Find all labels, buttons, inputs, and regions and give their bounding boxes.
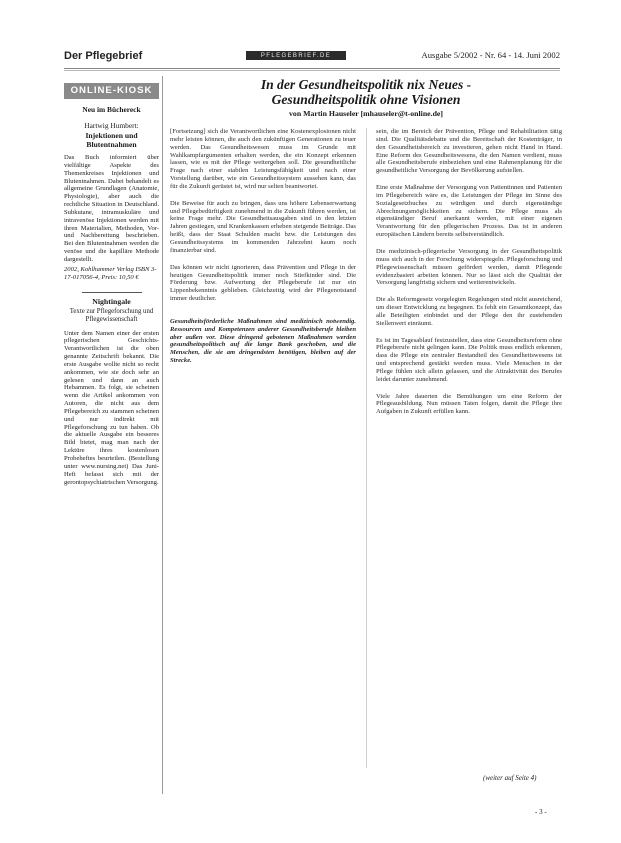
- headline-line-1: In der Gesundheitspolitik nix Neues -: [260, 77, 472, 92]
- col2-paragraph: Die medizinisch-pflegerische Versorgung in der Gesundheitspolitik muss sich auch in der Forschung widerspiegeln. Pflegeforschung und Pflegewissenschaft müssen gefördert werden, damit Pflegende evidenzbasiert arbeiten können. Nur so lässt sich die Qualität der Versorgung langfristig sichern und weiterentwickeln.: [376, 247, 562, 287]
- article-column-2: [376, 128, 562, 419]
- notice-text: Unter dem Namen einer der ersten pflegerischen Geschichts-Verantwortlichen ist die oben genannte Zeitschrift bekannt. Die erste Ausgabe wollte nicht so recht ankommen, wie sie doch sehr an gelesen und dann an auch Hebammen. Es folgt, sie scheinen wenn die Artikel ankommen von Autoren, die nicht aus dem Pflegebereich zu stammen scheinen und nur indirekt mit Pflegeforschung zu tun haben. Ob die aktuelle Ausgabe ein besseres Bild bietet, mag man nach der Lektüre ihres kostenlosen Probeheftes beurteilen. (Bestellung unter www.nursing.net) Das Juni-Heft befasst sich mit der gerontopsychiatrischen Versorgung.: [64, 329, 159, 486]
- book-publisher-info: 2002, Kohlhammer Verlag ISBN 3-17-017056-4, Preis: 10,50 €: [64, 265, 157, 281]
- logo-text: PFLEGEBRIEF.DE: [260, 52, 332, 59]
- magazine-logo: [246, 51, 346, 60]
- issue-info: Ausgabe 5/2002 - Nr. 64 - 14. Juni 2002: [421, 50, 560, 60]
- article-headline: [170, 77, 562, 107]
- headline-line-2: Gesundheitspolitik ohne Visionen: [271, 92, 461, 107]
- book-corner-kicker: Neu im Büchereck: [82, 105, 141, 114]
- col1-paragraph: Das können wir nicht ignorieren, dass Prävention und Pflege in der heutigen Gesundheitspolitik immer noch Stiefkinder sind. Die Förderung bzw. Aufwertung der Pflegeberufe ist nur ein Lippenbekenntnis geblieben. Gleichzeitig wird der Pflegenotstand immer deutlicher.: [170, 263, 356, 303]
- col2-paragraph: Eine erste Maßnahme der Versorgung von Patientinnen und Patienten im Pflegebereich wäre es, die Leistungen der Pflege im Sinne des Sozialgesetzbuches zu würdigen und durch eigenständige Abrechnungsmöglichkeiten zu sichern. Die Pflege muss als eigenständiger Beruf anerkannt werden, mit einer eigenen Verantwortung für den pflegerischen Prozess. Das ist in anderen europäischen Ländern bereits selbstverständlich.: [376, 184, 562, 239]
- article-column-1: [170, 128, 356, 368]
- notice-subtitle: Texte zur Pflegeforschung und Pflegewissenschaft: [69, 307, 154, 323]
- notice-title: Nightingale: [92, 296, 131, 306]
- column-divider: [366, 128, 367, 768]
- col1-paragraph: Die Beweise für auch zu bringen, dass uns höhere Lebenserwartung und Pflegebedürftigkeit zunehmend in die Zukunft führen werden, ist keine Frage mehr. Die Gesundheitsausgaben sind in den letzten Jahren gestiegen, und Krankenkassen erheben steigende Beiträge. Das heißt, dass der Staat Schulden macht bzw. die Leistungen des Gesundheitssystems im kommenden Jahrzehnt kaum noch finanzierbar sind.: [170, 199, 356, 254]
- book-author: Hartwig Humbert:: [84, 121, 139, 130]
- page-header: [64, 47, 560, 67]
- sidebar-divider-vertical: [162, 76, 163, 794]
- col2-paragraph: Es ist im Tagesablauf festzustellen, dass eine Gesundheitsreform ohne Pflegeberufe nicht gelingen kann. Die Politik muss endlich erkennen, dass die Pflege ein zentraler Bestandteil des Gesundheitswesens ist und entsprechend gestärkt werden muss. Viele Menschen in der Pflege fühlen sich allein gelassen, und die Attraktivität des Berufes leidet darunter zunehmend.: [376, 336, 562, 383]
- article-byline: von Martin Hauseler [mhauseler@t-online.de]: [289, 109, 443, 118]
- continued-note: (weiter auf Seite 4): [483, 774, 537, 782]
- sidebar-divider: [82, 292, 142, 293]
- book-title: Injektionen und Blutentnahmen: [85, 131, 138, 149]
- article-header: [170, 77, 562, 118]
- sidebar: [64, 75, 159, 795]
- magazine-name: Der Pflegebrief: [64, 50, 143, 62]
- col2-paragraph: Viele Jahre dauerten die Bemühungen um eine Reform der Pflegeausbildung. Nun müssen Taten folgen, damit die Pflege ihre Aufgaben in Zukunft erfüllen kann.: [376, 392, 562, 416]
- col1-paragraph: [Fortsetzung] sich die Verantwortlichen eine Kostenexplosionen nicht mehr leisten können, die auch den zukünftigen Generationen zu teuer werden. Das Gesundheitswesen muss im Grunde mit Wahlkampfargumenten erhalten werden, die ein Konzept erkennen lassen, wie es mit der Pflege weitergehen soll. Die gesundheitliche Frage nach einer stabilen Leistungsfähigkeit und nach einer Vorstellung darüber, wie ein Gesundheitssystem aussehen kann, das für die Zukunft gerüstet ist, wird nur selten beantwortet.: [170, 128, 356, 190]
- col2-paragraph: Die als Reformgesetz vorgelegten Regelungen sind nicht ausreichend, um dieser Entwicklung zu begegnen. Es fehlt ein Gesamtkonzept, das alle Beteiligten einbindet und der Pflege den ihr zustehenden Stellenwert einräumt.: [376, 296, 562, 327]
- col1-paragraph-emphasis: Gesundheitsförderliche Maßnahmen sind medizinisch notwendig. Ressourcen und Kompetenzen anderer Gesundheitsberufe bleiben aber außen vor. Diese dringend gebotenen Maßnahmen werden gesundheitspolitisch auf die lange Bank geschoben, und die Menschen, die sie am dringendsten benötigen, bleiben auf der Strecke.: [170, 317, 356, 365]
- book-description: Das Buch informiert über vielfältige Aspekte des Themenkreises Injektionen und Blutentnahmen. Dabei behandelt es allgemeine Grundlagen (Anatomie, Physiologie), aber auch die rechtliche Situation in Deutschland. Subkutane, intramuskuläre und intravenöse Injektionen werden mit ihren Materialien, Methoden, Vor- und Nachbereitung beschrieben. Bei den Blutentnahmen werden die venöse und die kapilläre Methode dargestellt.: [64, 154, 159, 263]
- col2-paragraph: sein, die im Bereich der Prävention, Pflege und Rehabilitation tätig sind. Die Qualitätsdebatte und die Bereitschaft der Kostenträger, in den Gesundheitsbereich zu investieren, gehen nicht Hand in Hand. Eine Reform des Gesundheitswesens, die den Namen verdient, muss alle Gesundheitsberufe einbeziehen und eine Rahmenplanung für die gesundheitliche Versorgung der Bevölkerung aufstellen.: [376, 128, 562, 175]
- header-divider: [64, 68, 560, 69]
- online-kiosk-banner: ONLINE-KIOSK: [64, 83, 159, 99]
- page-number: - 3 -: [535, 808, 547, 816]
- header-divider-thin: [64, 70, 560, 71]
